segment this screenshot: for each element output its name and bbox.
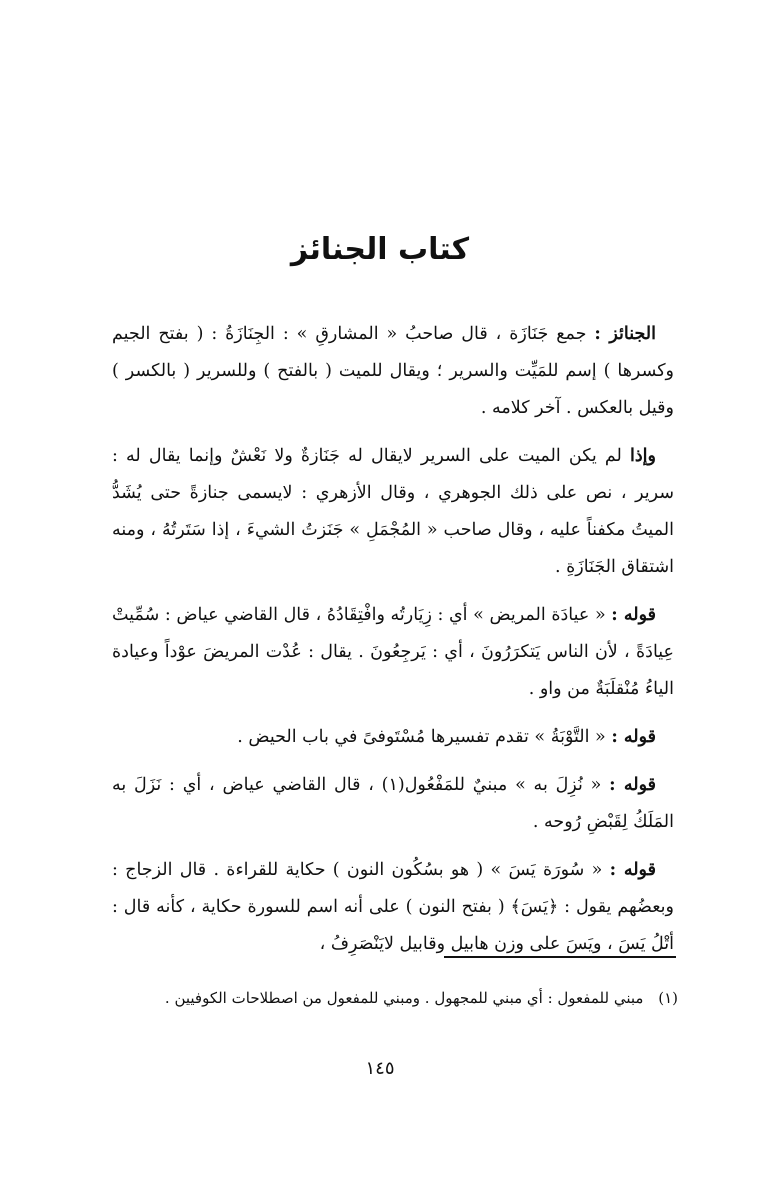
paragraph (112, 597, 674, 708)
body-text (112, 316, 674, 974)
paragraph-lead: قوله : (611, 727, 656, 747)
paragraph-lead: وإذا (630, 446, 656, 466)
chapter-title: كتاب الجنائز (290, 232, 470, 267)
paragraph-text: جمع جَنَازَة ، قال صاحبُ « المشارقِ » : الجِنَازَةُ : ( بفتح الجيم وكسرها ) إسم للمَيِّت والسرير ؛ ويقال للميت ( بالفتح ) وللسرير ( بالكسر ) وقيل بالعكس . آخر كلامه . (112, 324, 674, 418)
paragraph (112, 852, 674, 963)
paragraph-text: لم يكن الميت على السرير لايقال له جَنَازةٌ ولا نَعْشٌ وإنما يقال له : سرير ، نص على ذلك الجوهري ، وقال الأزهري : لايسمى جنازةً حتى يُشَدُّ الميتُ مكفناً عليه ، وقال صاحب « المُجْمَلِ » جَنَزتُ الشيءَ ، إذا سَتَرتُهُ ، ومنه اشتقاق الجَنَازَةِ . (112, 446, 674, 577)
paragraph (112, 316, 674, 427)
paragraph-text: « نُزِلَ به » مبنيٌ للمَفْعُول(١) ، قال القاضي عياض ، أي : نَزَلَ به المَلَكُ لِقَبْضِ رُوحه . (112, 775, 674, 832)
paragraph-text: « عيادَة المريض » أي : زِيَارتُه وافْتِقَادُهُ ، قال القاضي عياض : سُمِّيتْ عِيادَةً ، لأن الناس يَتكرَرُونَ ، أي : يَرجِعُونَ . يقال : عُدْت المريضَ عوْداً وعيادة الياءُ مُنْقلَبَةٌ من واو . (112, 605, 674, 699)
footnote (112, 984, 678, 1012)
paragraph-text: « سُورَة يَسَ » ( هو بسُكُون النون ) حكاية للقراءة . قال الزجاج : وبعضُهم يقول : ﴿يَسَ﴾ ( بفتح النون ) على أنه اسم للسورة حكاية ، كأنه قال : أتْلُ يَسَ ، ويَسَ على وزن هابيل وقابيل لايَنْصَرِفُ ، (112, 860, 674, 954)
paragraph-lead: الجنائز : (594, 324, 656, 344)
footnote-marker: (١) (658, 989, 678, 1007)
paragraph (112, 719, 674, 756)
paragraph-lead: قوله : (609, 775, 656, 795)
paragraph (112, 767, 674, 841)
paragraph-lead: قوله : (609, 860, 656, 880)
paragraph-text: « التَّوْبَةُ » تقدم تفسيرها مُسْتَوفىً في باب الحيض . (237, 727, 606, 747)
paragraph-lead: قوله : (611, 605, 656, 625)
footnote-separator (444, 956, 676, 958)
paragraph (112, 438, 674, 586)
page-number: ١٤٥ (365, 1058, 395, 1079)
footnote-text: مبني للمفعول : أي مبني للمجهول . ومبني للمفعول من اصطلاحات الكوفيين . (164, 989, 644, 1007)
